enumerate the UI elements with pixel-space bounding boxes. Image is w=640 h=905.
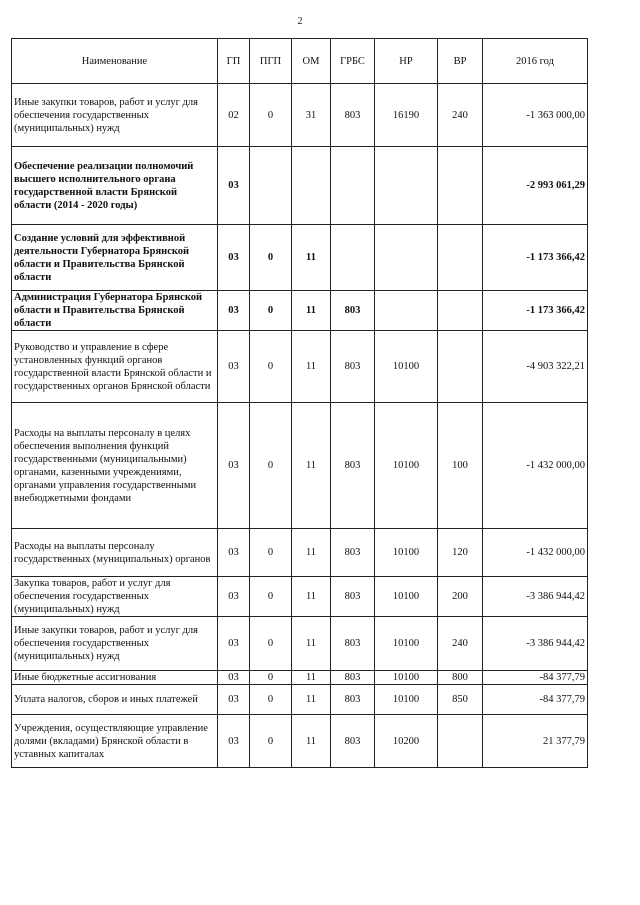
table-row [12,84,588,147]
cell-name: Иные закупки товаров, работ и услуг для обеспечения государственных (муниципальных) нужд [12,84,218,147]
cell-name: Учреждения, осуществляющие управление долями (вкладами) Брянской области в уставных капиталах [12,715,218,768]
cell-vr: 800 [438,671,483,685]
header-name: Наименование [12,39,218,84]
table-row [12,403,588,529]
cell-vr [438,225,483,291]
table-row [12,617,588,671]
cell-name: Руководство и управление в сфере установленных функций органов государственной власти Брянской области и государственных органов Брянской области [12,331,218,403]
cell-pgp: 0 [250,577,292,617]
cell-pgp: 0 [250,331,292,403]
cell-pgp: 0 [250,715,292,768]
table-row [12,715,588,768]
cell-pgp: 0 [250,225,292,291]
header-pgp: ПГП [250,39,292,84]
table-row [12,529,588,577]
cell-om: 11 [292,671,331,685]
cell-grbs: 803 [331,617,375,671]
cell-om: 11 [292,403,331,529]
cell-name: Иные бюджетные ассигнования [12,671,218,685]
cell-om: 11 [292,331,331,403]
header-year: 2016 год [483,39,588,84]
table-body [12,84,588,768]
header-om: ОМ [292,39,331,84]
cell-np: 10100 [375,685,438,715]
cell-np: 10100 [375,671,438,685]
cell-np: 10100 [375,617,438,671]
cell-amount: 21 377,79 [483,715,588,768]
cell-name: Уплата налогов, сборов и иных платежей [12,685,218,715]
cell-vr: 200 [438,577,483,617]
cell-pgp: 0 [250,529,292,577]
cell-grbs: 803 [331,671,375,685]
cell-gp: 03 [218,577,250,617]
cell-amount: -1 432 000,00 [483,529,588,577]
cell-vr: 240 [438,617,483,671]
cell-name: Администрация Губернатора Брянской области и Правительства Брянской области [12,291,218,331]
cell-name: Расходы на выплаты персоналу государственных (муниципальных) органов [12,529,218,577]
cell-grbs: 803 [331,529,375,577]
cell-gp: 03 [218,685,250,715]
header-gp: ГП [218,39,250,84]
cell-grbs: 803 [331,403,375,529]
cell-np [375,225,438,291]
cell-np: 16190 [375,84,438,147]
cell-gp: 03 [218,331,250,403]
cell-vr [438,715,483,768]
table-row [12,331,588,403]
cell-amount: -1 173 366,42 [483,225,588,291]
cell-np: 10100 [375,403,438,529]
cell-pgp [250,147,292,225]
cell-vr: 850 [438,685,483,715]
cell-gp: 03 [218,715,250,768]
cell-grbs: 803 [331,84,375,147]
cell-grbs [331,225,375,291]
cell-om: 11 [292,291,331,331]
cell-name: Обеспечение реализации полномочий высшего исполнительного органа государственной власти Брянской области (2014 - 2020 годы) [12,147,218,225]
cell-amount: -4 903 322,21 [483,331,588,403]
cell-vr [438,147,483,225]
cell-np [375,291,438,331]
header-vr: ВР [438,39,483,84]
cell-gp: 03 [218,671,250,685]
cell-pgp: 0 [250,403,292,529]
header-row [12,39,588,84]
cell-pgp: 0 [250,671,292,685]
table-row [12,685,588,715]
cell-amount: -3 386 944,42 [483,577,588,617]
budget-table [11,38,588,768]
cell-name: Расходы на выплаты персоналу в целях обеспечения выполнения функций государственными (муниципальными) органами, казенными учреждениями, органами управления государственными внебюджетными фондами [12,403,218,529]
cell-om: 11 [292,529,331,577]
cell-vr: 120 [438,529,483,577]
cell-vr [438,331,483,403]
cell-vr: 100 [438,403,483,529]
table-row [12,147,588,225]
cell-gp: 02 [218,84,250,147]
cell-np [375,147,438,225]
cell-gp: 03 [218,147,250,225]
cell-amount: -3 386 944,42 [483,617,588,671]
header-grbs: ГРБС [331,39,375,84]
cell-grbs [331,147,375,225]
cell-pgp: 0 [250,685,292,715]
cell-pgp: 0 [250,617,292,671]
cell-vr: 240 [438,84,483,147]
cell-amount: -2 993 061,29 [483,147,588,225]
table-row [12,577,588,617]
cell-vr [438,291,483,331]
cell-amount: -1 363 000,00 [483,84,588,147]
cell-name: Иные закупки товаров, работ и услуг для обеспечения государственных (муниципальных) нужд [12,617,218,671]
cell-gp: 03 [218,529,250,577]
cell-gp: 03 [218,291,250,331]
page-number: 2 [297,16,303,27]
cell-grbs: 803 [331,331,375,403]
cell-om: 31 [292,84,331,147]
cell-gp: 03 [218,617,250,671]
cell-name: Создание условий для эффективной деятельности Губернатора Брянской области и Правительства Брянской области [12,225,218,291]
cell-om: 11 [292,685,331,715]
cell-np: 10100 [375,577,438,617]
header-np: НР [375,39,438,84]
cell-amount: -84 377,79 [483,671,588,685]
cell-grbs: 803 [331,577,375,617]
cell-amount: -1 432 000,00 [483,403,588,529]
cell-gp: 03 [218,225,250,291]
cell-grbs: 803 [331,715,375,768]
cell-amount: -84 377,79 [483,685,588,715]
cell-om: 11 [292,225,331,291]
cell-np: 10100 [375,529,438,577]
table-row [12,671,588,685]
cell-om: 11 [292,577,331,617]
cell-amount: -1 173 366,42 [483,291,588,331]
table-row [12,225,588,291]
cell-grbs: 803 [331,291,375,331]
cell-om: 11 [292,617,331,671]
cell-pgp: 0 [250,291,292,331]
cell-grbs: 803 [331,685,375,715]
cell-np: 10100 [375,331,438,403]
cell-om [292,147,331,225]
cell-pgp: 0 [250,84,292,147]
cell-gp: 03 [218,403,250,529]
cell-om: 11 [292,715,331,768]
cell-np: 10200 [375,715,438,768]
table-row [12,291,588,331]
cell-name: Закупка товаров, работ и услуг для обеспечения государственных (муниципальных) нужд [12,577,218,617]
